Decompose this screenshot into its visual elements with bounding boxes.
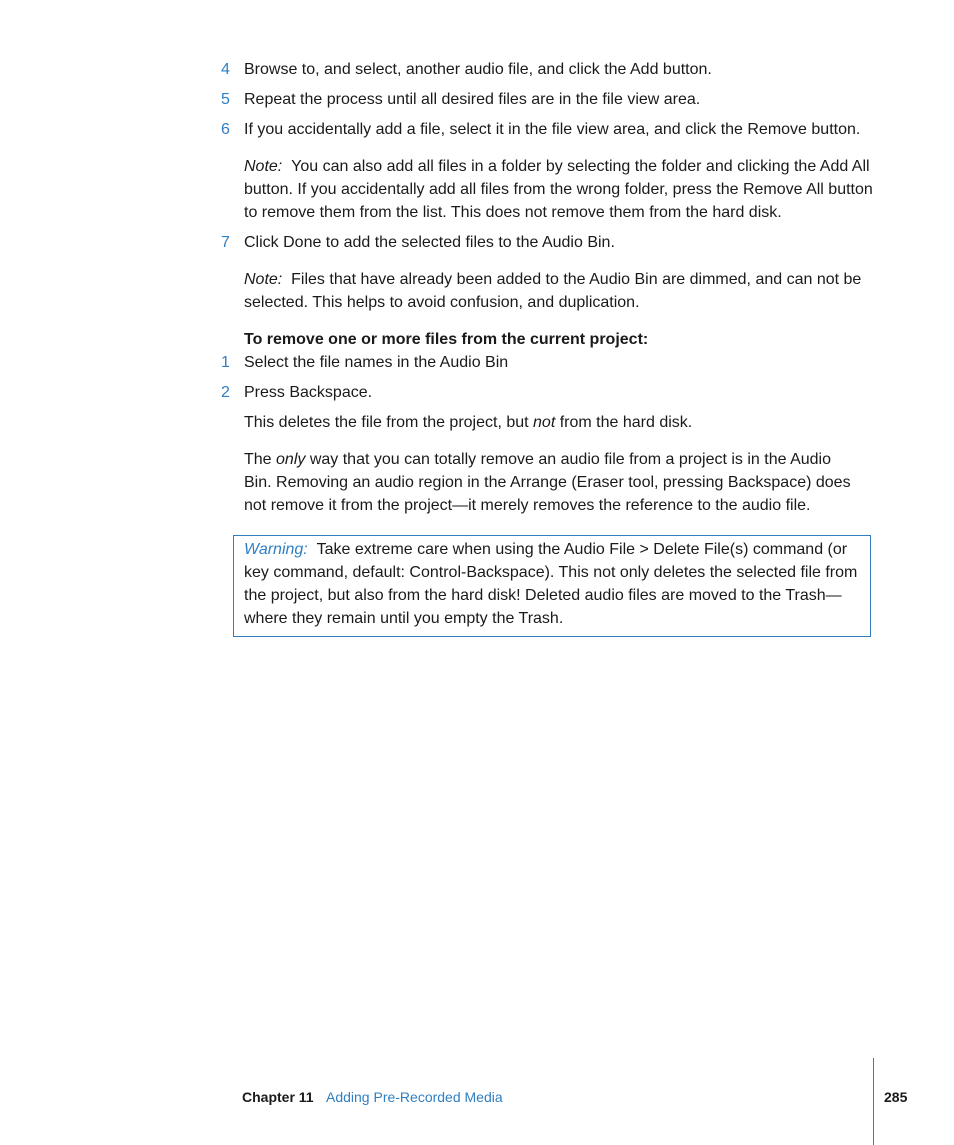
text-run: The xyxy=(244,451,277,468)
deletes-paragraph xyxy=(244,411,884,434)
warning-body: Take extreme care when using the Audio File > Delete File(s) command (or key command, default: Control-Backspace). This not only deletes the selected file from the project, but also from the hard disk! Deleted audio files are moved to the Trash—where they remain until you empty the Trash. xyxy=(244,541,858,627)
step-number: 7 xyxy=(221,234,230,251)
footer-chapter: Chapter 11 xyxy=(242,1089,314,1105)
emphasis: not xyxy=(533,414,556,431)
note-label: Note: xyxy=(244,158,283,175)
step-text: Press Backspace. xyxy=(244,384,373,401)
text-run: This deletes the file from the project, but xyxy=(244,414,534,431)
note-text: You can also add all files in a folder by selecting the folder and clicking the Add All button. If you accidentally add all files from the wrong folder, press the Remove All button to remove them from the list. This does not remove them from the hard disk. xyxy=(244,158,873,221)
step-text: If you accidentally add a file, select it in the file view area, and click the Remove button. xyxy=(244,121,861,138)
step-number: 5 xyxy=(221,91,230,108)
emphasis: only xyxy=(276,451,306,468)
step-number: 2 xyxy=(221,384,230,401)
step-text: Browse to, and select, another audio file, and click the Add button. xyxy=(244,61,712,78)
text-run: from the hard disk. xyxy=(555,414,693,431)
note-label: Note: xyxy=(244,271,283,288)
note-text: Files that have already been added to the Audio Bin are dimmed, and can not be selected. This helps to avoid confusion, and duplication. xyxy=(244,271,862,311)
step-number: 4 xyxy=(221,61,230,78)
step-text: Click Done to add the selected files to the Audio Bin. xyxy=(244,234,615,251)
note-add-all xyxy=(244,155,884,224)
text-run: way that you can totally remove an audio file from a project is in the Audio Bin. Removing an audio region in the Arrange (Eraser tool, pressing Backspace) does not remove it from the project—it merely removes the reference to the audio file. xyxy=(244,451,851,514)
step-number: 6 xyxy=(221,121,230,138)
only-way-paragraph xyxy=(244,448,854,517)
step-number: 1 xyxy=(221,354,230,371)
footer-chapter-title: Adding Pre-Recorded Media xyxy=(326,1089,503,1105)
warning-text xyxy=(244,538,864,630)
remove-files-heading: To remove one or more files from the current project: xyxy=(244,331,649,348)
warning-label: Warning: xyxy=(244,541,308,558)
page-number: 285 xyxy=(884,1089,908,1105)
footer-divider xyxy=(873,1058,874,1145)
step-text: Select the file names in the Audio Bin xyxy=(244,354,509,371)
note-dimmed xyxy=(244,268,884,314)
step-text: Repeat the process until all desired files are in the file view area. xyxy=(244,91,701,108)
